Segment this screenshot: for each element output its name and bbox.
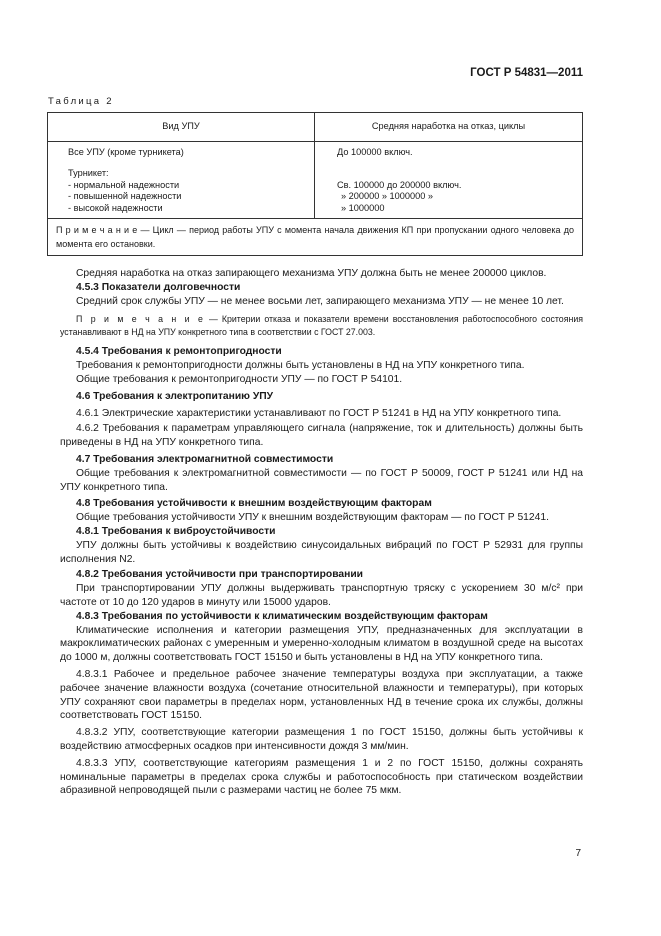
paragraph: 4.6.2 Требования к параметрам управляющего сигнала (напряжение, ток и длительность) должны быть приведены в НД на УПУ конкретного типа. <box>60 423 583 449</box>
value-high: » 200000 » 1000000 » <box>341 191 433 201</box>
heading-4-6: 4.6 Требования к электропитанию УПУ <box>76 390 274 402</box>
paragraph: Средний срок службы УПУ — не менее восьми лет, запирающего механизма УПУ — не менее 10 лет. <box>76 295 564 307</box>
note-label: П р и м е ч а н и е <box>76 314 206 325</box>
table-row-all-types: Все УПУ (кроме турникета) <box>48 142 315 160</box>
paragraph: 4.8.3.1 Рабочее и предельное рабочее значение температуры воздуха при эксплуатации, а также рабочее значение влажности воздуха (сочетание относительной влажности и температуры), при которых УПУ сохраняют свои параметры в пределах норм, установленных НД в течение срока их службы, должны соответствовать ГОСТ 15150. <box>60 668 583 722</box>
note-4-5-3 <box>60 313 583 339</box>
value-very-high: » 1000000 <box>341 202 385 213</box>
heading-4-8-1: 4.8.1 Требования к виброустойчивости <box>76 525 276 537</box>
paragraph: Общие требования к электромагнитной совместимости — по ГОСТ Р 50009, ГОСТ Р 51241 или НД на УПУ конкретного типа. <box>60 467 583 493</box>
paragraph: Общие требования к ремонтопригодности УПУ — по ГОСТ Р 54101. <box>76 373 403 385</box>
turnstile-title: Турникет: <box>68 168 109 178</box>
table-caption: Таблица 2 <box>48 96 114 107</box>
paragraph: Климатические исполнения и категории размещения УПУ, предназначенных для эксплуатации в макроклиматических районах с умеренным и умеренно-холодным климатом в воздушной среде на высотах до 1000 м, должны соответствовать ГОСТ 15150 и быть установлены в НД на УПУ конкретного типа. <box>60 624 583 664</box>
paragraph: УПУ должны быть устойчивы к воздействию синусоидальных вибраций по ГОСТ Р 52931 для группы исполнения N2. <box>60 539 583 565</box>
reliability-very-high: - высокой надежности <box>68 202 163 213</box>
document-header: ГОСТ Р 54831—2011 <box>470 67 583 79</box>
reliability-high: - повышенной надежности <box>68 191 182 201</box>
note-text: — Критерии отказа и показатели времени восстановления работоспособного состояния устанавливают в НД на УПУ конкретного типа в соответствии с ГОСТ 27.003. <box>60 314 583 338</box>
table-row-all-value: До 100000 включ. <box>315 142 583 160</box>
value-normal: Св. 100000 до 200000 включ. <box>337 179 462 190</box>
heading-4-8-3: 4.8.3 Требования по устойчивости к климатическим воздействующим факторам <box>76 610 488 622</box>
paragraph: Средняя наработка на отказ запирающего механизма УПУ должна быть не менее 200000 циклов. <box>76 268 547 279</box>
table-header-type: Вид УПУ <box>48 113 315 142</box>
paragraph: 4.8.3.2 УПУ, соответствующие категории размещения 1 по ГОСТ 15150, должны быть устойчивы к воздействию атмосферных осадков при интенсивности дождя 3 мм/мин. <box>60 727 583 752</box>
table-2 <box>47 112 583 256</box>
heading-4-5-3: 4.5.3 Показатели долговечности <box>76 281 241 293</box>
table-row-turnstile <box>48 159 315 219</box>
table-header-mtbf: Средняя наработка на отказ, циклы <box>315 113 583 142</box>
table-row-turnstile-values <box>315 159 583 219</box>
heading-4-5-4: 4.5.4 Требования к ремонтопригодности <box>76 346 282 358</box>
paragraph: При транспортировании УПУ должны выдерживать транспортную тряску с ускорением 30 м/с² при частоте от 10 до 120 ударов в минуту или 15000 ударов. <box>60 583 583 608</box>
paragraph: Общие требования устойчивости УПУ к внешним воздействующим факторам — по ГОСТ Р 51241. <box>76 512 549 524</box>
paragraph: Требования к ремонтопригодности должны быть установлены в НД на УПУ конкретного типа. <box>76 360 525 372</box>
reliability-normal: - нормальной надежности <box>68 179 180 190</box>
paragraph: 4.6.1 Электрические характеристики устанавливают по ГОСТ Р 51241 в НД на УПУ конкретного типа. <box>76 407 562 419</box>
paragraph: 4.8.3.3 УПУ, соответствующие категориям размещения 1 и 2 по ГОСТ 15150, должны сохранять номинальные параметры в пределах срока службы и работоспособность при статическом воздействии абразивной непроводящей пыли с размерами частиц не более 75 мкм. <box>60 757 583 797</box>
body-text <box>60 267 583 798</box>
heading-4-7: 4.7 Требования электромагнитной совместимости <box>76 453 334 465</box>
heading-4-8: 4.8 Требования устойчивости к внешним воздействующим факторам <box>76 498 432 510</box>
heading-4-8-2: 4.8.2 Требования устойчивости при транспортировании <box>76 569 363 581</box>
table-note: П р и м е ч а н и е — Цикл — период работы УПУ с момента начала движения КП при пропускании одного человека до момента его остановки. <box>48 219 583 256</box>
page-number: 7 <box>575 848 581 859</box>
